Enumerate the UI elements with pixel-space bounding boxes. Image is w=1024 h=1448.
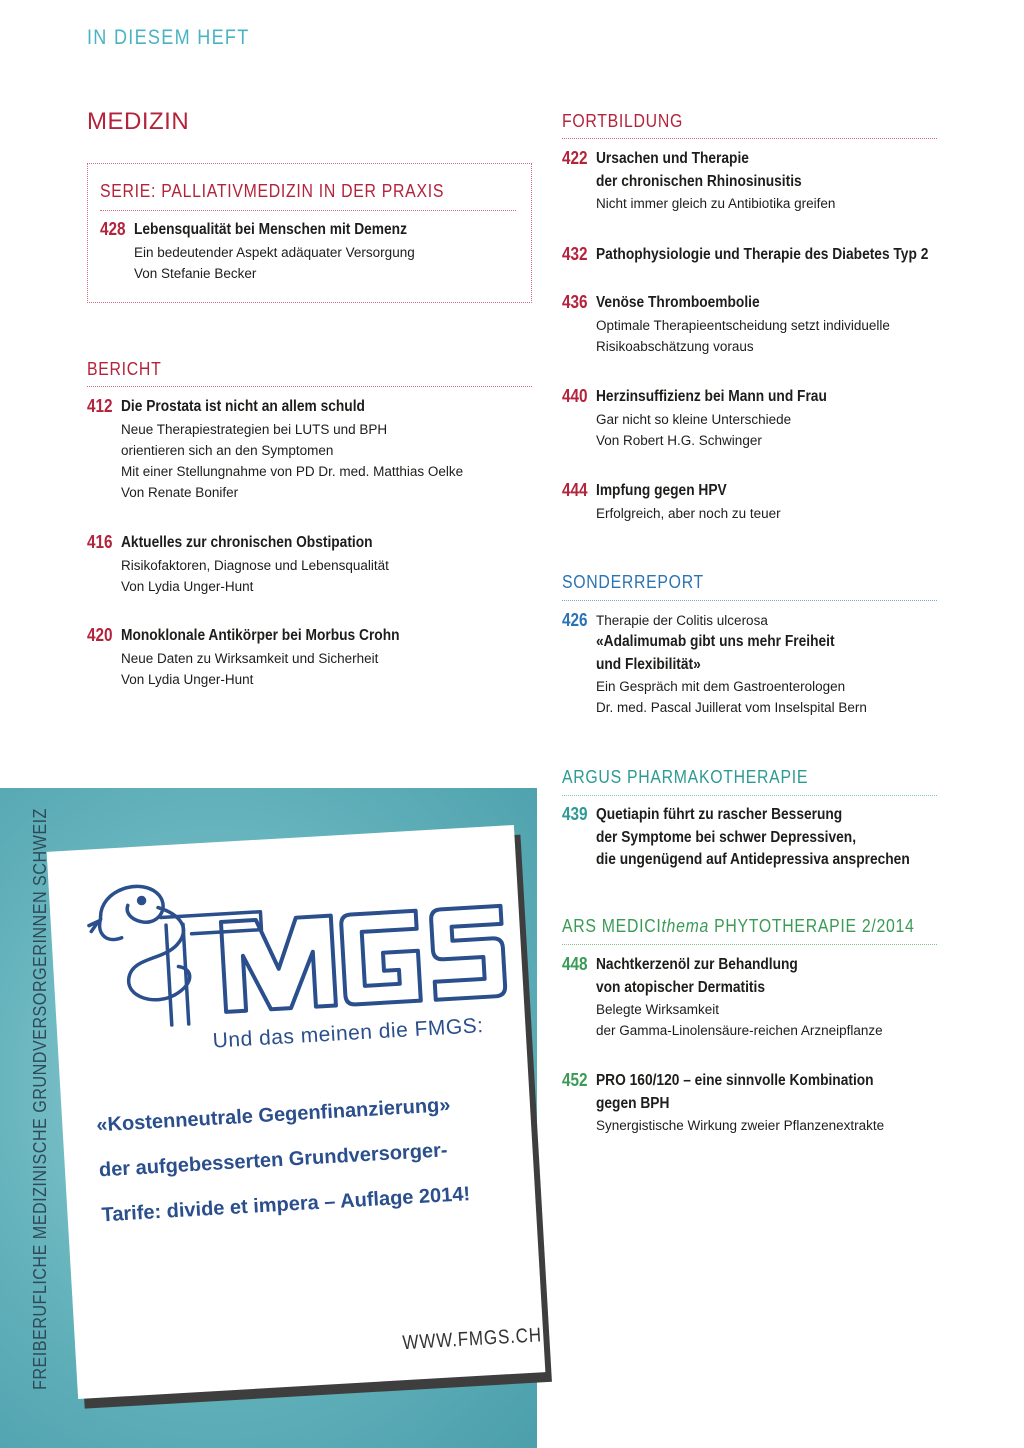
entry-title: der Symptome bei schwer Depressiven, <box>596 828 857 846</box>
entry-title: Impfung gegen HPV <box>596 482 727 499</box>
page-header: IN DIESEM HEFT <box>87 26 250 49</box>
fmgs-quote-line: «Kostenneutrale Gegenfinanzierung» <box>95 1094 452 1137</box>
entry-subtitle: Nicht immer gleich zu Antibiotika greifen <box>596 196 836 211</box>
entry-intro: Therapie der Colitis ulcerosa <box>596 613 768 628</box>
entry-title: Pathophysiologie und Therapie des Diabetes Typ 2 <box>596 246 929 263</box>
entry-title: Herzinsuffizienz bei Mann und Frau <box>596 388 827 405</box>
section-title-sonderreport: SONDERREPORT <box>562 572 704 592</box>
entry-title: PRO 160/120 – eine sinnvolle Kombination <box>596 1072 874 1089</box>
ars-title-suffix: PHYTOTHERAPIE 2/2014 <box>709 916 915 936</box>
fmgs-logo <box>67 835 517 1040</box>
entry-author: Von Lydia Unger-Hunt <box>121 671 254 687</box>
entry-title: und Flexibilität» <box>596 655 701 673</box>
entry-title: von atopischer Dermatitis <box>596 978 765 996</box>
page-number: 416 <box>87 532 113 552</box>
entry-title: Die Prostata ist nicht an allem schuld <box>121 398 365 415</box>
entry-subtitle: Dr. med. Pascal Juillerat vom Inselspital Bern <box>596 700 867 715</box>
page-number: 439 <box>562 804 588 824</box>
sonderreport-divider <box>562 600 937 601</box>
entry-title: der chronischen Rhinosinusitis <box>596 172 802 190</box>
section-title-medizin: MEDIZIN <box>87 108 190 135</box>
entry-title: die ungenügend auf Antidepressiva ansprechen <box>596 851 910 868</box>
section-title-fortbildung: FORTBILDUNG <box>562 111 683 131</box>
entry-title: Aktuelles zur chronischen Obstipation <box>121 534 373 551</box>
entry-subtitle: Synergistische Wirkung zweier Pflanzenextrakte <box>596 1118 885 1133</box>
section-title-ars-medici <box>562 916 915 937</box>
serie-title: SERIE: PALLIATIVMEDIZIN IN DER PRAXIS <box>100 181 445 201</box>
entry-subtitle: Ein bedeutender Aspekt adäquater Versorgung <box>134 244 415 260</box>
bericht-divider <box>87 386 532 387</box>
ars-divider <box>562 944 937 945</box>
fmgs-quote-line: der aufgebesserten Grundversorger- <box>98 1139 449 1182</box>
fmgs-url-link[interactable]: WWW.FMGS.CH <box>401 1324 543 1355</box>
section-title-bericht: BERICHT <box>87 359 162 379</box>
entry-subtitle: Belegte Wirksamkeit <box>596 1002 720 1017</box>
fmgs-letters <box>221 906 506 1012</box>
fmgs-ad-card[interactable] <box>47 825 546 1399</box>
fmgs-vertical-text: FREIBERUFLICHE MEDIZINISCHE GRUNDVERSORGERINNEN SCHWEIZ <box>30 808 50 1390</box>
entry-title: Monoklonale Antikörper bei Morbus Crohn <box>121 627 400 644</box>
entry-subtitle: Risikoabschätzung voraus <box>596 338 754 354</box>
entry-title: Nachtkerzenöl zur Behandlung <box>596 956 798 973</box>
section-title-argus: ARGUS PHARMAKOTHERAPIE <box>562 767 809 787</box>
page-number: 444 <box>562 480 588 500</box>
page-number: 428 <box>100 219 126 239</box>
argus-divider <box>562 795 937 796</box>
entry-title: «Adalimumab gibt uns mehr Freiheit <box>596 633 835 650</box>
ars-title-prefix: ARS MEDICI <box>562 916 662 936</box>
entry-subtitle: orientieren sich an den Symptomen <box>121 442 334 458</box>
serie-divider <box>100 210 516 211</box>
page-number: 448 <box>562 954 588 974</box>
page-number: 412 <box>87 396 113 416</box>
snake-staff-icon <box>87 879 267 1029</box>
page-number: 452 <box>562 1070 588 1090</box>
page-number: 436 <box>562 292 588 312</box>
entry-title: Lebensqualität bei Menschen mit Demenz <box>134 221 407 238</box>
entry-subtitle: Gar nicht so kleine Unterschiede <box>596 411 792 427</box>
entry-subtitle: Risikofaktoren, Diagnose und Lebensqualität <box>121 557 389 573</box>
fmgs-quote-line: Tarife: divide et impera – Auflage 2014! <box>100 1183 471 1227</box>
fortbildung-divider <box>562 138 937 139</box>
entry-title: gegen BPH <box>596 1094 670 1112</box>
entry-author: Von Stefanie Becker <box>134 265 257 281</box>
entry-subtitle: Optimale Therapieentscheidung setzt individuelle <box>596 317 890 333</box>
fmgs-tagline: Und das meinen die FMGS: <box>212 1014 485 1053</box>
page-number: 422 <box>562 148 588 168</box>
page-number: 432 <box>562 244 588 264</box>
entry-author: Von Lydia Unger-Hunt <box>121 578 254 594</box>
entry-author: Von Robert H.G. Schwinger <box>596 432 762 448</box>
entry-subtitle: Erfolgreich, aber noch zu teuer <box>596 505 781 521</box>
page-number: 440 <box>562 386 588 406</box>
entry-subtitle: der Gamma-Linolensäure-reichen Arzneipflanze <box>596 1023 883 1038</box>
entry-subtitle: Neue Daten zu Wirksamkeit und Sicherheit <box>121 650 379 666</box>
entry-subtitle: Mit einer Stellungnahme von PD Dr. med. Matthias Oelke <box>121 463 464 479</box>
entry-subtitle: Ein Gespräch mit dem Gastroenterologen <box>596 679 846 694</box>
page-number: 426 <box>562 610 588 630</box>
entry-title: Venöse Thromboembolie <box>596 294 760 311</box>
ars-title-italic: thema <box>661 916 710 936</box>
entry-title: Ursachen und Therapie <box>596 150 749 167</box>
entry-author: Von Renate Bonifer <box>121 484 239 500</box>
page-number: 420 <box>87 625 113 645</box>
entry-title: Quetiapin führt zu rascher Besserung <box>596 806 843 823</box>
entry-subtitle: Neue Therapiestrategien bei LUTS und BPH <box>121 421 388 437</box>
